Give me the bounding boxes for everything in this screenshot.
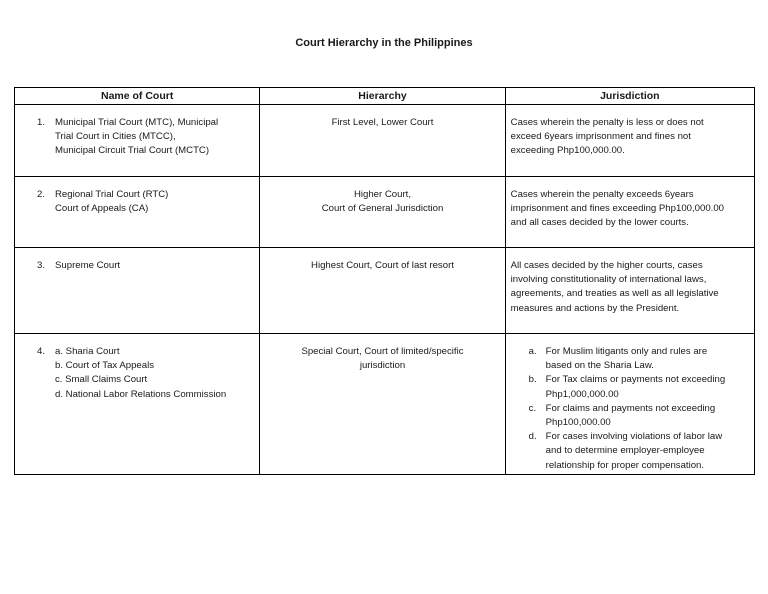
hierarchy-line: Highest Court, Court of last resort — [311, 260, 454, 271]
jurisdiction-line: relationship for proper compensation. — [545, 459, 705, 471]
list-item — [511, 373, 750, 401]
list-letter: c. — [528, 402, 537, 414]
hierarchy-line: Special Court, Court of limited/specific — [301, 346, 464, 357]
header-jurisdiction: Jurisdiction — [505, 88, 754, 105]
court-name-line: Supreme Court — [55, 260, 121, 271]
court-name-line: Municipal Circuit Trial Court (MCTC) — [55, 145, 210, 157]
row-number: 4. — [37, 346, 46, 357]
hierarchy-line: Higher Court, — [353, 189, 412, 200]
jurisdiction-line: based on the Sharia Law. — [545, 360, 654, 372]
jurisdiction-line: measures and actions by the President. — [510, 302, 680, 314]
court-name-cell — [15, 248, 260, 334]
row-number: 2. — [37, 189, 46, 200]
list-letter: b. — [528, 374, 537, 386]
header-hierarchy: Hierarchy — [260, 88, 505, 105]
row-number: 3. — [37, 260, 46, 271]
hierarchy-cell — [260, 177, 505, 248]
jurisdiction-line: and to determine employer-employee — [545, 445, 705, 457]
court-name-line: Court of Appeals (CA) — [55, 203, 149, 215]
table-row — [15, 177, 755, 248]
court-name-cell — [15, 334, 260, 475]
jurisdiction-line: Cases wherein the penalty is less or does not — [510, 117, 704, 128]
list-item — [511, 345, 750, 373]
court-name-line: d. National Labor Relations Commission — [55, 388, 227, 400]
document-title: Court Hierarchy in the Philippines — [295, 37, 473, 49]
hierarchy-cell — [260, 105, 505, 177]
table-header-row — [15, 88, 755, 105]
court-name-cell — [15, 177, 260, 248]
jurisdiction-list — [511, 345, 750, 473]
court-hierarchy-table — [14, 87, 755, 475]
hierarchy-line: First Level, Lower Court — [331, 117, 434, 128]
jurisdiction-line: Php100,000.00 — [545, 417, 611, 429]
jurisdiction-cell — [505, 105, 754, 177]
list-letter: a. — [528, 346, 537, 357]
jurisdiction-cell — [505, 177, 754, 248]
jurisdiction-line: For claims and payments not exceeding — [545, 402, 716, 414]
hierarchy-line: jurisdiction — [359, 360, 406, 372]
jurisdiction-line: For Muslim litigants only and rules are — [545, 346, 708, 357]
jurisdiction-line: For Tax claims or payments not exceeding — [545, 374, 726, 386]
jurisdiction-line: Cases wherein the penalty exceeds 6years — [510, 189, 694, 200]
table-row — [15, 105, 755, 177]
header-name-of-court: Name of Court — [15, 88, 260, 105]
jurisdiction-line: involving constitutionality of international laws, — [510, 274, 707, 286]
hierarchy-line: Court of General Jurisdiction — [321, 203, 444, 215]
hierarchy-cell — [260, 248, 505, 334]
court-name-line: Municipal Trial Court (MTC), Municipal — [55, 117, 219, 128]
jurisdiction-line: All cases decided by the higher courts, cases — [510, 260, 703, 271]
court-name-line: a. Sharia Court — [55, 346, 120, 357]
row-number: 1. — [37, 117, 46, 128]
court-name-line: Regional Trial Court (RTC) — [55, 189, 169, 200]
jurisdiction-line: imprisonment and fines exceeding Php100,000.00 — [510, 203, 724, 215]
court-name-line: b. Court of Tax Appeals — [55, 360, 155, 372]
jurisdiction-line: and all cases decided by the lower courts. — [510, 217, 689, 229]
court-name-cell — [15, 105, 260, 177]
list-item — [511, 430, 750, 473]
table-row — [15, 248, 755, 334]
jurisdiction-line: For cases involving violations of labor law — [545, 431, 723, 443]
hierarchy-cell — [260, 334, 505, 475]
jurisdiction-line: exceeding Php100,000.00. — [510, 145, 625, 157]
list-letter: d. — [528, 431, 537, 443]
court-name-line: Trial Court in Cities (MTCC), — [55, 131, 176, 143]
jurisdiction-line: exceed 6years imprisonment and fines not — [510, 131, 691, 143]
jurisdiction-line: agreements, and treaties as well as all legislative — [510, 288, 719, 300]
jurisdiction-cell — [505, 334, 754, 475]
jurisdiction-cell — [505, 248, 754, 334]
table-row — [15, 334, 755, 475]
court-name-line: c. Small Claims Court — [55, 374, 148, 386]
list-item — [511, 402, 750, 430]
jurisdiction-line: Php1,000,000.00 — [545, 388, 619, 400]
